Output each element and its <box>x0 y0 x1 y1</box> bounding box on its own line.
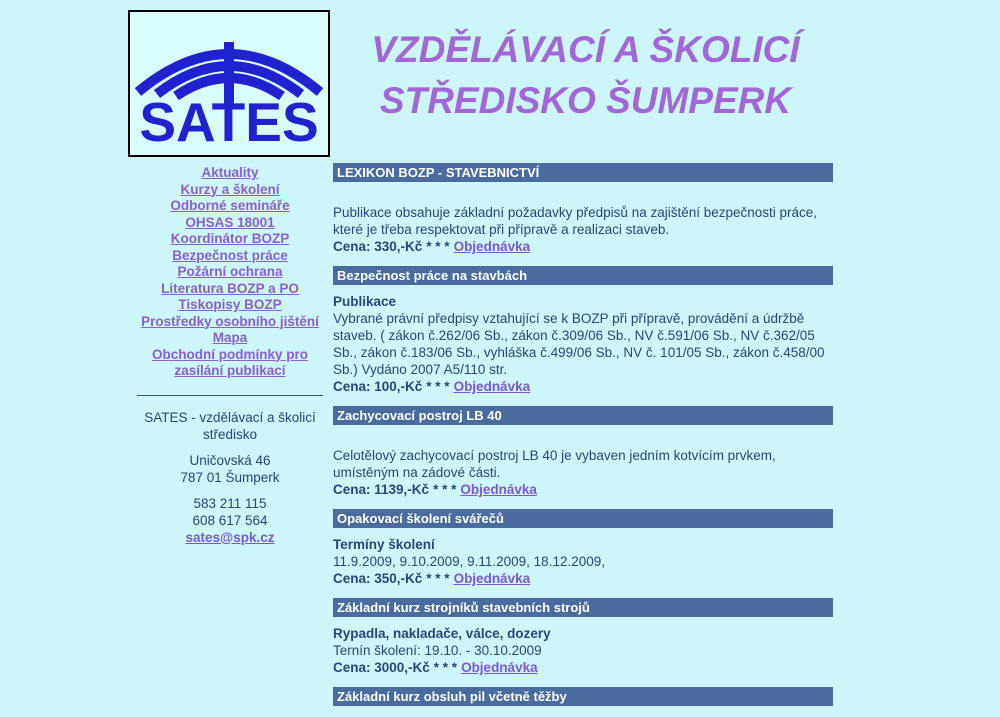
sates-arches-logo-icon <box>130 12 328 155</box>
order-link[interactable]: Objednávka <box>453 379 531 394</box>
sidebar-link[interactable]: Požární ochrana <box>177 264 283 279</box>
section-body: Celotělový zachycovací postroj LB 40 je vybaven jedním kotvícím prvkem, umístěným na zádové části. <box>333 448 776 480</box>
price-line <box>333 570 833 587</box>
address-city: 787 01 Šumperk <box>180 469 280 485</box>
sidebar-link[interactable]: Kurzy a školení <box>180 181 280 197</box>
sidebar-link[interactable]: Bezpečnost práce <box>172 247 288 263</box>
sidebar-nav <box>128 165 332 380</box>
address-street: Uničovská 46 <box>189 452 271 468</box>
sidebar-link[interactable]: Obchodní podmínky pro zasílání publikací <box>152 346 308 378</box>
sidebar-link[interactable]: Mapa <box>212 330 248 345</box>
section-body: Ternín školení: 19.10. - 30.10.2009 <box>333 643 542 658</box>
sidebar-link[interactable]: Literatura BOZP a PO <box>161 280 299 296</box>
order-link[interactable]: Objednávka <box>453 239 531 254</box>
order-link[interactable]: Objednávka <box>461 660 538 675</box>
section-opakovaci-skoleni-svarecu <box>333 509 833 587</box>
section-bezpecnost-prace-na-stavbach <box>333 266 833 395</box>
page-title-line1: VZDĚLÁVACÍ A ŠKOLICÍ <box>371 29 800 70</box>
sidebar-link[interactable]: Tiskopisy BOZP <box>178 297 282 312</box>
logo-wordmark: SATES <box>139 91 319 153</box>
stars-separator: * * * <box>433 660 458 675</box>
section-body: Publikace obsahuje základní požadavky předpisů na zajištění bezpečnosti práce, které je třeba respektovat při přípravě a realizaci staveb. <box>333 205 818 237</box>
section-header: Zachycovací postroj LB 40 <box>333 406 833 425</box>
sidebar <box>128 165 332 546</box>
section-zakladni-kurz-obsluh-pil <box>333 687 833 706</box>
section-body: Vybrané právní předpisy vztahující se k BOZP při přípravě, provádění a údržbě staveb. ( zákon č.262/06 Sb., zákon č.309/06 Sb., NV č.591/06 Sb., NV č.362/05 Sb., zákon č.183/06 Sb., vyhláška č.499/06 Sb., NV č. 101/05 Sb., zákon č.458/00 Sb.) Vydáno 2007 A5/110 str. <box>333 311 825 377</box>
section-body: 11.9.2009, 9.10.2009, 9.11.2009, 18.12.2009, <box>333 554 605 569</box>
price-value: Cena: 330,-Kč <box>333 239 423 254</box>
phone-number-2: 608 617 564 <box>192 512 268 528</box>
org-name: SATES - vzdělávací a školicí středisko <box>144 409 316 442</box>
stars-separator: * * * <box>433 482 457 497</box>
order-link[interactable]: Objednávka <box>460 482 537 497</box>
price-value: Cena: 1139,-Kč <box>333 482 430 497</box>
section-header: Základní kurz strojníků stavebních strojů <box>333 598 833 617</box>
section-header: Základní kurz obsluh pil včetně těžby <box>333 687 833 706</box>
section-header: LEXIKON BOZP - STAVEBNICTVÍ <box>333 163 833 182</box>
section-header: Opakovací školení svářečů <box>333 509 833 528</box>
page-title-line2: STŘEDISKO ŠUMPERK <box>379 80 792 121</box>
sidebar-divider <box>137 395 323 396</box>
email-link[interactable]: sates@spk.cz <box>185 529 275 545</box>
section-subheading: Rypadla, nakladače, válce, dozery <box>333 626 551 641</box>
stars-separator: * * * <box>426 239 450 254</box>
section-header: Bezpečnost práce na stavbách <box>333 266 833 285</box>
sidebar-link[interactable]: OHSAS 18001 <box>185 214 275 230</box>
page-title <box>333 24 838 126</box>
section-subheading: Publikace <box>333 294 397 309</box>
logo-box <box>128 10 330 157</box>
sidebar-link[interactable]: Prostředky osobního jištění <box>141 313 319 329</box>
price-value: Cena: 100,-Kč <box>333 379 423 394</box>
section-lexikon-bozp <box>333 163 833 255</box>
sidebar-link[interactable]: Aktuality <box>201 165 259 180</box>
price-line <box>333 659 833 676</box>
price-line <box>333 238 833 255</box>
price-line <box>333 481 833 498</box>
stars-separator: * * * <box>426 571 450 586</box>
price-value: Cena: 350,-Kč <box>333 571 423 586</box>
contact-block <box>128 409 332 546</box>
section-zakladni-kurz-strojniku <box>333 598 833 676</box>
price-value: Cena: 3000,-Kč <box>333 660 430 675</box>
section-zachycovaci-postroj <box>333 406 833 498</box>
stars-separator: * * * <box>426 379 450 394</box>
sidebar-link[interactable]: Odborné semináře <box>170 198 290 213</box>
main-content <box>333 163 833 717</box>
sidebar-link[interactable]: Koordinátor BOZP <box>170 231 290 246</box>
section-subheading: Termíny školení <box>333 537 435 552</box>
phone-number-1: 583 211 115 <box>193 495 267 511</box>
price-line <box>333 378 833 395</box>
order-link[interactable]: Objednávka <box>453 571 531 586</box>
